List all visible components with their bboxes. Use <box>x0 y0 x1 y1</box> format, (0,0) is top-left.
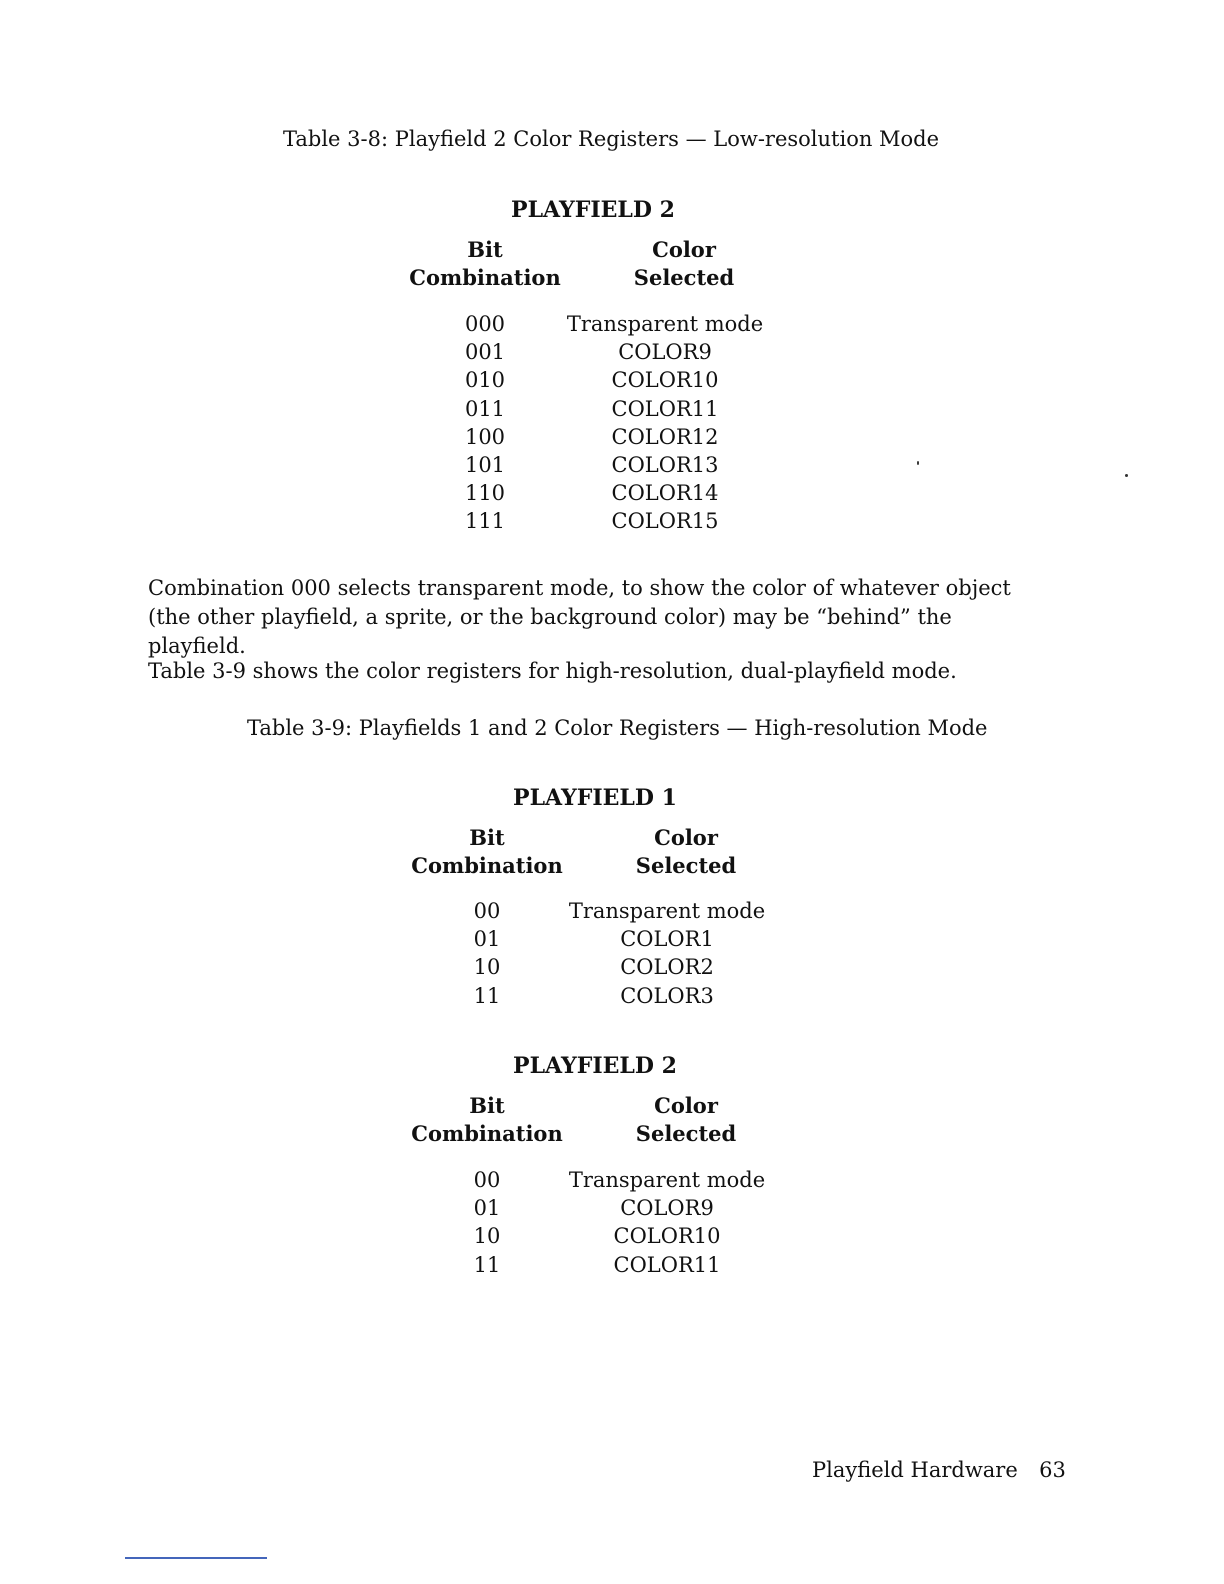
table-row: 01 COLOR9 <box>473 1196 714 1221</box>
table-3-8-rows <box>415 310 775 536</box>
scan-speck <box>917 461 919 465</box>
table-row: 01 COLOR1 <box>473 927 714 952</box>
table-row: 010 COLOR10 <box>464 368 719 393</box>
table-row: 101 COLOR13 <box>464 453 719 478</box>
table-row: 111 COLOR15 <box>464 509 719 534</box>
footer-section-title: Playfield Hardware <box>812 1458 1018 1482</box>
paragraph-transparent-mode: Combination 000 selects transparent mode, to show the color of whatever object (the other playfield, a sprite, or the background color) may be “behind” the playfield. <box>148 576 1011 658</box>
color-selected-header: Color Selected <box>633 237 735 290</box>
bit-combination-header: Bit Combination <box>409 237 561 290</box>
bottom-rule <box>125 1557 267 1559</box>
table-row: 00 Transparent mode <box>473 899 766 923</box>
table-row: 11 COLOR3 <box>473 983 714 1008</box>
table-row: 100 COLOR12 <box>464 424 719 449</box>
color-selected-header: Color Selected <box>635 825 737 878</box>
bit-combination-header: Bit Combination <box>411 825 563 878</box>
table-3-9-playfield-1-rows <box>417 897 777 1010</box>
paragraph-table-3-9-intro: Table 3-9 shows the color registers for high-resolution, dual-playfield mode. <box>148 659 957 683</box>
scan-speck <box>1125 474 1128 477</box>
table-row: 110 COLOR14 <box>464 481 719 506</box>
table-3-9-caption: Table 3-9: Playfields 1 and 2 Color Registers — High-resolution Mode <box>247 716 988 740</box>
table-3-8-caption: Table 3-8: Playfield 2 Color Registers — Low-resolution Mode <box>283 127 940 151</box>
color-selected-header: Color Selected <box>635 1093 737 1146</box>
table-row: 000 Transparent mode <box>464 312 764 336</box>
table-row: 10 COLOR2 <box>473 955 714 980</box>
table-row: 011 COLOR11 <box>464 396 719 421</box>
table-3-9-playfield-2-rows <box>417 1166 777 1279</box>
table-row: 11 COLOR11 <box>473 1252 721 1277</box>
table-row: 10 COLOR10 <box>473 1224 721 1249</box>
table-row: 00 Transparent mode <box>473 1168 766 1192</box>
page-footer <box>812 1458 1066 1482</box>
table-3-9-playfield-2-title: PLAYFIELD 2 <box>513 1053 677 1079</box>
table-3-8-group-title: PLAYFIELD 2 <box>511 197 675 223</box>
table-row: 001 COLOR9 <box>464 340 712 365</box>
bit-combination-header: Bit Combination <box>411 1093 563 1146</box>
table-3-9-playfield-1-title: PLAYFIELD 1 <box>513 785 677 811</box>
page-number: 63 <box>1039 1458 1066 1482</box>
